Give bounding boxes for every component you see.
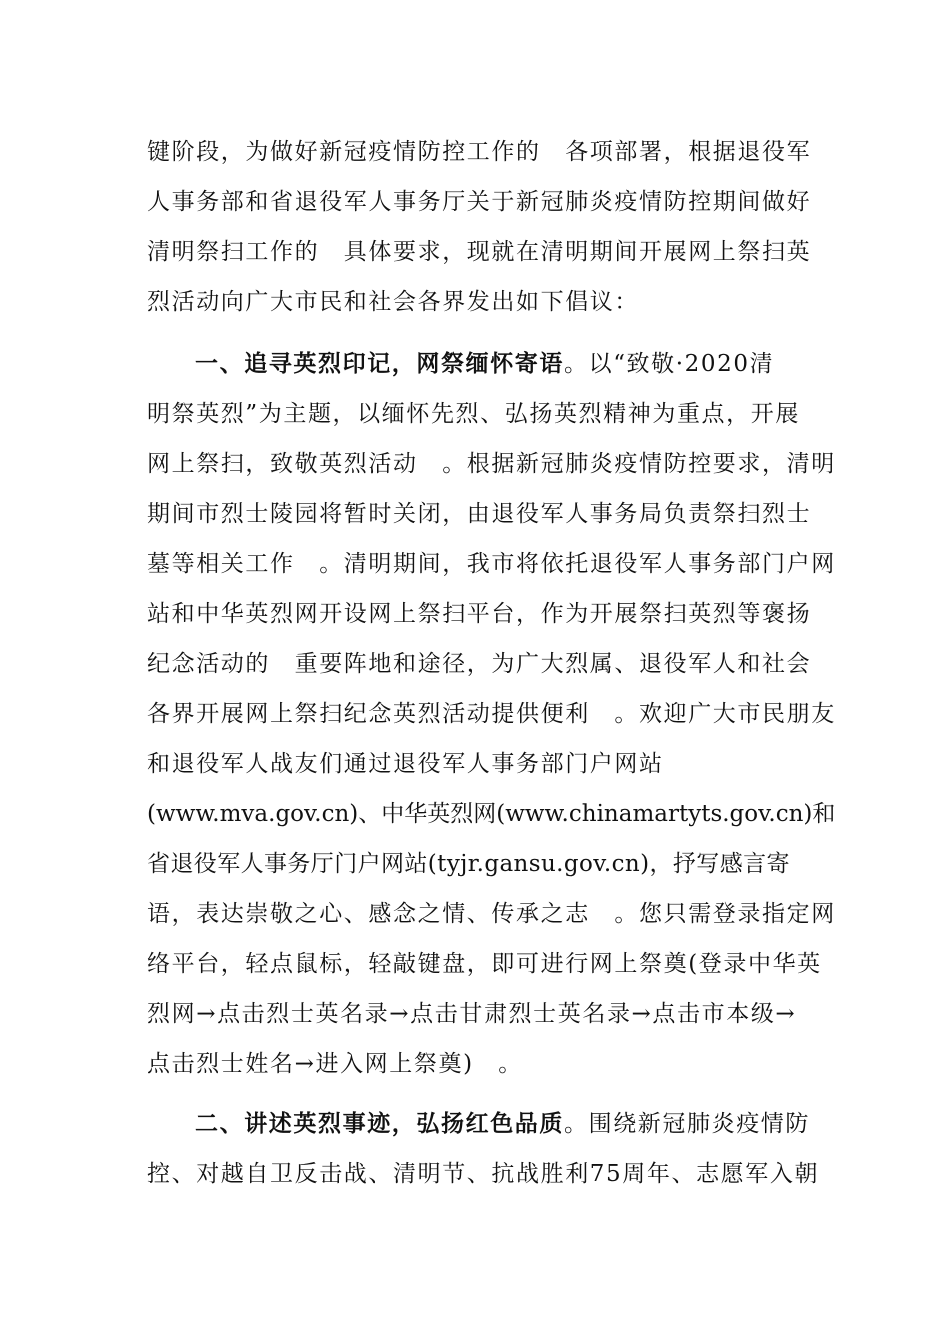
section-one-heading: 一、追寻英烈印记，网祭缅怀寄语 bbox=[195, 351, 564, 377]
section-one-line: 和退役军人战友们通过退役军人事务部门户网站 bbox=[147, 751, 664, 777]
section-one-line: 语，表达崇敬之心、感念之情、传承之志 。您只需登录指定网 bbox=[147, 901, 836, 927]
section-two-first-line bbox=[195, 1109, 810, 1139]
section-one-first-line bbox=[195, 349, 807, 379]
section-two-line: 控、对越自卫反击战、清明节、抗战胜利75周年、志愿军入朝 bbox=[147, 1161, 820, 1187]
section-one-line-urls: (www.mva.gov.cn)、中华英烈网(www.chinamartyts.gov.cn)和 bbox=[147, 801, 836, 827]
section-two-heading: 二、讲述英烈事迹，弘扬红色品质 bbox=[195, 1111, 564, 1137]
section-one-line: 站和中华英烈网开设网上祭扫平台，作为开展祭扫英烈等褒扬 bbox=[147, 601, 812, 627]
section-one-line: 纪念活动的 重要阵地和途径，为广大烈属、退役军人和社会 bbox=[147, 651, 812, 677]
section-one-line: 络平台，轻点鼠标，轻敲键盘，即可进行网上祭奠(登录中华英 bbox=[147, 951, 822, 977]
intro-line-1: 键阶段，为做好新冠疫情防控工作的 各项部署，根据退役军 bbox=[147, 139, 812, 165]
section-one-line: 明祭英烈”为主题，以缅怀先烈、弘扬英烈精神为重点，开展 bbox=[147, 401, 800, 427]
intro-line-4: 烈活动向广大市民和社会各界发出如下倡议： bbox=[147, 289, 639, 315]
section-one-first-line-rest: 。以“致敬·2020清 bbox=[564, 351, 775, 377]
section-one-line: 点击烈士姓名→进入网上祭奠) 。 bbox=[147, 1051, 523, 1077]
section-two-first-line-rest: 。围绕新冠肺炎疫情防 bbox=[564, 1111, 810, 1137]
section-one-line: 墓等相关工作 。清明期间，我市将依托退役军人事务部门户网 bbox=[147, 551, 836, 577]
intro-line-3: 清明祭扫工作的 具体要求，现就在清明期间开展网上祭扫英 bbox=[147, 239, 812, 265]
section-one-line: 省退役军人事务厅门户网站(tyjr.gansu.gov.cn)，抒写感言寄 bbox=[147, 851, 790, 877]
section-one-line: 烈网→点击烈士英名录→点击甘肃烈士英名录→点击市本级→ bbox=[147, 1001, 797, 1027]
intro-line-2: 人事务部和省退役军人事务厅关于新冠肺炎疫情防控期间做好 bbox=[147, 189, 812, 215]
section-one-line: 期间市烈士陵园将暂时关闭，由退役军人事务局负责祭扫烈士 bbox=[147, 501, 812, 527]
section-one-line: 各界开展网上祭扫纪念英烈活动提供便利 。欢迎广大市民朋友 bbox=[147, 701, 836, 727]
section-one-line: 网上祭扫，致敬英烈活动 。根据新冠肺炎疫情防控要求，清明 bbox=[147, 451, 836, 477]
